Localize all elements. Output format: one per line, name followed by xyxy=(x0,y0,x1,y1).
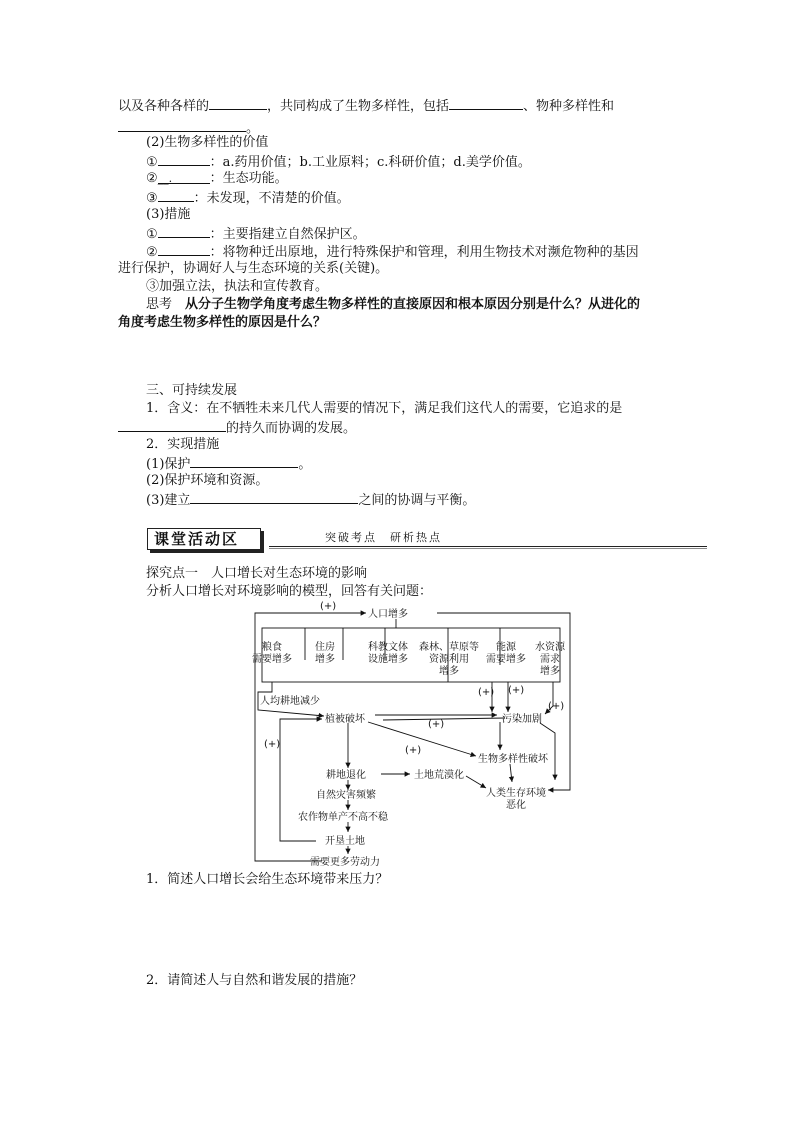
answer-blank[interactable] xyxy=(158,242,210,256)
item-number: ② xyxy=(146,245,158,260)
node-water: 需求 xyxy=(540,654,560,665)
plus-label: (+) xyxy=(428,719,445,730)
node-labor: 需要更多劳动力 xyxy=(310,857,380,868)
item-text: ：主要指建立自然保护区。 xyxy=(209,227,366,242)
text-segment: 。 xyxy=(298,457,312,472)
text-segment: (1)保护 xyxy=(146,457,191,472)
explore-intro: 分析人口增长对环境影响的模型，回答有关问题： xyxy=(146,584,433,599)
think-question-cont: 角度考虑生物多样性的原因是什么？ xyxy=(118,315,327,330)
arrow xyxy=(510,764,512,782)
text-line xyxy=(118,96,614,116)
node-population: 人口增多 xyxy=(368,609,408,620)
value-item xyxy=(146,152,531,172)
banner-box xyxy=(147,528,261,550)
plus-label: (+) xyxy=(264,739,281,750)
arrow xyxy=(255,613,366,861)
node-pollution: 污染加剧 xyxy=(502,714,542,725)
arrow xyxy=(540,723,555,780)
node-water: 增多 xyxy=(540,666,560,677)
arrow xyxy=(545,682,553,714)
measure-item xyxy=(146,242,639,262)
definition: 1．含义：在不牺牲未来几代人需要的情况下，满足我们这代人的需要，它追求的是 xyxy=(146,401,623,416)
node-housing: 住房 xyxy=(315,642,335,653)
definition-cont xyxy=(118,418,356,438)
banner-subtitle: 突破考点 研析热点 xyxy=(325,531,442,544)
blank-mark: __. xyxy=(157,172,173,185)
top-branch-frame xyxy=(262,628,560,682)
arrow xyxy=(258,682,324,716)
node-education: 设施增多 xyxy=(368,654,408,665)
node-yield: 农作物单产不高不稳 xyxy=(298,812,388,823)
text-segment: ，共同构成了生物多样性，包括 xyxy=(267,99,450,114)
plus-label: (+) xyxy=(405,745,422,756)
text-segment: 的持久而协调的发展。 xyxy=(226,421,357,436)
node-living-environment: 恶化 xyxy=(506,800,526,811)
node-energy: 能源 xyxy=(496,642,516,653)
answer-blank[interactable] xyxy=(209,96,267,110)
text-segment: 、物种多样性和 xyxy=(523,99,615,114)
explore-heading: 探究点一 人口增长对生态环境的影响 xyxy=(146,566,368,581)
banner-rule xyxy=(269,548,707,549)
answer-blank[interactable] xyxy=(158,224,210,238)
item-text: ：将物种迁出原地，进行特殊保护和管理，利用生物技术对濒危物种的基因 xyxy=(209,245,639,260)
item-number: ① xyxy=(146,227,158,242)
node-forest: 增多 xyxy=(439,666,459,677)
section-title: 三、可持续发展 xyxy=(146,383,238,398)
item-number: ② xyxy=(146,171,158,186)
plus-label: (+) xyxy=(508,685,525,696)
node-disaster: 自然灾害频繁 xyxy=(316,790,376,801)
node-food: 粮食 xyxy=(262,642,282,653)
approach-item xyxy=(146,454,311,474)
answer-blank[interactable] xyxy=(190,490,358,504)
answer-blank[interactable] xyxy=(158,188,194,202)
banner-rule xyxy=(269,546,707,547)
node-food: 需要增多 xyxy=(252,654,292,665)
node-housing: 增多 xyxy=(315,654,335,665)
arrow xyxy=(437,613,570,790)
arrow xyxy=(368,722,476,756)
answer-blank[interactable] xyxy=(158,170,210,184)
node-energy: 需要增多 xyxy=(486,654,526,665)
section-heading: (2)生物多样性的价值 xyxy=(146,135,269,150)
section-heading: (3)措施 xyxy=(146,207,191,222)
item-number: ① xyxy=(146,155,158,170)
node-desertification: 土地荒漠化 xyxy=(414,770,464,781)
answer-blank[interactable] xyxy=(190,454,298,468)
think-question xyxy=(146,296,640,314)
answer-blank[interactable] xyxy=(118,418,226,432)
answer-blank[interactable] xyxy=(118,118,246,132)
measure-item xyxy=(146,224,366,244)
text-segment: (3)建立 xyxy=(146,493,191,508)
item-number: ③ xyxy=(146,191,158,206)
node-degradation: 耕地退化 xyxy=(326,770,366,781)
arrow xyxy=(280,719,322,841)
approach-item: (2)保护环境和资源。 xyxy=(146,473,269,488)
node-farmland: 人均耕地减少 xyxy=(260,696,320,707)
text-segment: 。 xyxy=(246,121,260,136)
text-segment: 之间的协调与平衡。 xyxy=(358,493,476,508)
subheading: 2．实现措施 xyxy=(146,437,220,452)
answer-blank[interactable] xyxy=(158,152,210,166)
approach-item xyxy=(146,490,475,510)
question: 1．简述人口增长会给生态环境带来压力？ xyxy=(146,872,389,887)
arrow xyxy=(383,718,505,720)
section-banner xyxy=(147,528,707,550)
question: 2．请简述人与自然和谐发展的措施？ xyxy=(146,973,363,988)
node-education: 科教文体 xyxy=(368,642,408,653)
node-reclaim: 开垦土地 xyxy=(325,836,365,847)
node-biodiversity: 生物多样性破坏 xyxy=(478,754,548,765)
plus-label: (+) xyxy=(320,601,337,612)
node-water: 水资源 xyxy=(535,642,565,653)
node-forest: 森林、草原等 xyxy=(419,642,479,653)
node-vegetation: 植被破坏 xyxy=(325,714,365,725)
arrow xyxy=(466,776,486,788)
item-text: ：a.药用价值；b.工业原料；c.科研价值；d.美学价值。 xyxy=(209,155,531,170)
item-text: ：生态功能。 xyxy=(209,171,288,186)
plus-label: (+) xyxy=(548,701,565,712)
value-item xyxy=(146,170,288,188)
answer-blank[interactable] xyxy=(449,96,523,110)
node-forest: 资源利用 xyxy=(429,654,469,665)
think-label: 思考 xyxy=(146,297,173,312)
value-item xyxy=(146,188,350,208)
item-text: ：未发现，不清楚的价值。 xyxy=(193,191,350,206)
measure-continuation: 进行保护，协调好人与生态环境的关系(关键)。 xyxy=(118,261,389,276)
plus-label: (+) xyxy=(478,687,495,698)
text-segment: 以及各种各样的 xyxy=(118,99,210,114)
think-text: 从分子生物学角度考虑生物多样性的直接原因和根本原因分别是什么？从进化的 xyxy=(172,297,641,312)
banner-title: 课堂活动区 xyxy=(154,530,240,548)
measure-item: ③加强立法，执法和宣传教育。 xyxy=(146,279,329,294)
node-living-environment: 人类生存环境 xyxy=(486,788,546,799)
